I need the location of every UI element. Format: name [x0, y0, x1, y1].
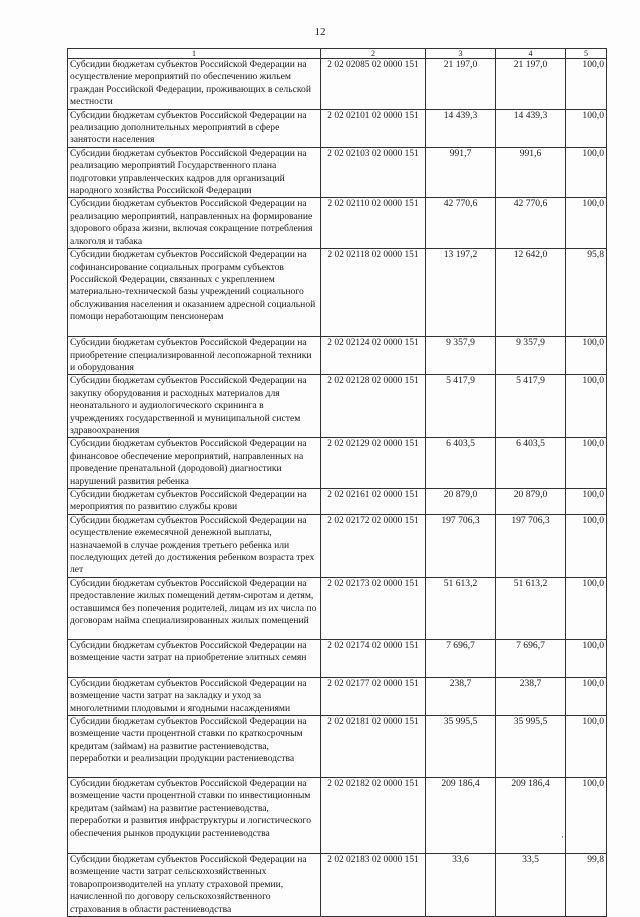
column-number: 4 [496, 49, 566, 59]
row-percent: 100,0 [566, 59, 607, 110]
row-budget-code: 2 02 02161 02 0000 151 [321, 488, 426, 514]
row-actual-amount: 9 357,9 [496, 337, 566, 375]
row-budget-code: 2 02 02124 02 0000 151 [321, 337, 426, 375]
table-row [68, 337, 607, 375]
table-row [68, 249, 607, 337]
row-budget-code: 2 02 02173 02 0000 151 [321, 577, 426, 639]
row-planned-amount: 20 879,0 [426, 488, 496, 514]
row-actual-amount: 197 706,3 [496, 514, 566, 577]
row-actual-amount: 991,6 [496, 147, 566, 198]
row-percent: 100,0 [566, 514, 607, 577]
row-budget-code: 2 02 02183 02 0000 151 [321, 854, 426, 917]
row-description: Субсидии бюджетам субъектов Российской Федерации на реализацию дополнительных мероприятий в сфере занятости населения [68, 109, 321, 147]
row-planned-amount: 51 613,2 [426, 577, 496, 639]
row-budget-code: 2 02 02118 02 0000 151 [321, 249, 426, 337]
row-budget-code: 2 02 02181 02 0000 151 [321, 716, 426, 778]
row-actual-amount: 20 879,0 [496, 488, 566, 514]
row-planned-amount: 9 357,9 [426, 337, 496, 375]
row-planned-amount: 238,7 [426, 677, 496, 715]
column-number: 3 [426, 49, 496, 59]
row-description: Субсидии бюджетам субъектов Российской Федерации на приобретение специализированной лесопожарной техники и оборудования [68, 337, 321, 375]
row-budget-code: 2 02 02101 02 0000 151 [321, 109, 426, 147]
column-number-row [68, 49, 607, 59]
row-description: Субсидии бюджетам субъектов Российской Федерации на реализацию мероприятий, направленных на формирование здорового образа жизни, включая сокращение потребления алкоголя и табака [68, 198, 321, 249]
table-row [68, 577, 607, 639]
row-planned-amount: 6 403,5 [426, 438, 496, 489]
table-row [68, 716, 607, 778]
row-percent: 100,0 [566, 438, 607, 489]
row-actual-amount: 35 995,5 [496, 716, 566, 778]
row-description: Субсидии бюджетам субъектов Российской Федерации на возмещение части затрат на приобретение элитных семян [68, 639, 321, 677]
row-description: Субсидии бюджетам субъектов Российской Федерации на осуществление ежемесячной денежной выплаты, назначаемой в случае рождения третьего ребенка или последующих детей до достижения ребенком возраста трех лет [68, 514, 321, 577]
table-row [68, 639, 607, 677]
row-percent: 100,0 [566, 147, 607, 198]
table-row [68, 514, 607, 577]
row-actual-amount: 209 186,4 [496, 778, 566, 854]
table-row [68, 438, 607, 489]
row-percent: 100,0 [566, 639, 607, 677]
row-actual-amount: 14 439,3 [496, 109, 566, 147]
column-number: 1 [68, 49, 321, 59]
row-percent: 100,0 [566, 716, 607, 778]
row-actual-amount: 6 403,5 [496, 438, 566, 489]
row-actual-amount: 238,7 [496, 677, 566, 715]
row-description: Субсидии бюджетам субъектов Российской Федерации на предоставление жилых помещений детям-сиротам и детям, оставшимся без попечения родителей, лицам из их числа по договорам найма специализированных жилых помещений [68, 577, 321, 639]
row-percent: 99,8 [566, 854, 607, 917]
table-row [68, 198, 607, 249]
row-budget-code: 2 02 02085 02 0000 151 [321, 59, 426, 110]
row-budget-code: 2 02 02174 02 0000 151 [321, 639, 426, 677]
row-planned-amount: 42 770,6 [426, 198, 496, 249]
row-description: Субсидии бюджетам субъектов Российской Федерации на возмещение части процентной ставки по инвестиционным кредитам (займам) на развитие растениеводства, переработки и развития инфраструктуры и логистического обеспечения рынков продукции растениеводства [68, 778, 321, 854]
row-actual-amount: 33,5 [496, 854, 566, 917]
row-actual-amount: 42 770,6 [496, 198, 566, 249]
row-actual-amount: 51 613,2 [496, 577, 566, 639]
row-planned-amount: 209 186,4 [426, 778, 496, 854]
row-percent: 95,8 [566, 249, 607, 337]
column-number: 2 [321, 49, 426, 59]
table-row [68, 375, 607, 438]
table-row [68, 778, 607, 854]
row-percent: 100,0 [566, 677, 607, 715]
row-description: Субсидии бюджетам субъектов Российской Федерации на софинансирование социальных программ субъектов Российской Федерации, связанных с укреплением материально-технической базы учреждений социального обслуживания населения и оказанием адресной социальной помощи неработающим пенсионерам [68, 249, 321, 337]
page-number: 12 [314, 26, 326, 38]
row-planned-amount: 197 706,3 [426, 514, 496, 577]
column-number: 5 [566, 49, 607, 59]
row-budget-code: 2 02 02110 02 0000 151 [321, 198, 426, 249]
row-budget-code: 2 02 02177 02 0000 151 [321, 677, 426, 715]
row-actual-amount: 12 642,0 [496, 249, 566, 337]
row-percent: 100,0 [566, 337, 607, 375]
table-row [68, 488, 607, 514]
row-description: Субсидии бюджетам субъектов Российской Федерации на возмещение части затрат сельскохозяйственных товаропроизводителей на уплату страховой премии, начисленной по договору сельскохозяйственного страхования в области растениеводства [68, 854, 321, 917]
row-planned-amount: 991,7 [426, 147, 496, 198]
scan-mark: · [561, 832, 564, 842]
row-description: Субсидии бюджетам субъектов Российской Федерации на реализацию мероприятий Государственного плана подготовки управленческих кадров для организаций народного хозяйства Российской Федерации [68, 147, 321, 198]
row-budget-code: 2 02 02172 02 0000 151 [321, 514, 426, 577]
row-description: Субсидии бюджетам субъектов Российской Федерации на возмещение части затрат на закладку и уход за многолетними плодовыми и ягодными насаждениями [68, 677, 321, 715]
table-row [68, 109, 607, 147]
row-planned-amount: 5 417,9 [426, 375, 496, 438]
budget-table [67, 48, 607, 917]
row-percent: 100,0 [566, 778, 607, 854]
row-description: Субсидии бюджетам субъектов Российской Федерации на мероприятия по развитию службы крови [68, 488, 321, 514]
row-planned-amount: 14 439,3 [426, 109, 496, 147]
row-percent: 100,0 [566, 375, 607, 438]
row-planned-amount: 33,6 [426, 854, 496, 917]
row-percent: 100,0 [566, 488, 607, 514]
row-description: Субсидии бюджетам субъектов Российской Федерации на закупку оборудования и расходных материалов для неонатального и аудиологического скрининга в учреждениях государственной и муниципальной систем здравоохранения [68, 375, 321, 438]
row-description: Субсидии бюджетам субъектов Российской Федерации на возмещение части процентной ставки по краткосрочным кредитам (займам) на развитие растениеводства, переработки и реализации продукции растениеводства [68, 716, 321, 778]
table-row [68, 59, 607, 110]
table-row [68, 677, 607, 715]
row-budget-code: 2 02 02182 02 0000 151 [321, 778, 426, 854]
row-budget-code: 2 02 02103 02 0000 151 [321, 147, 426, 198]
row-planned-amount: 7 696,7 [426, 639, 496, 677]
row-planned-amount: 21 197,0 [426, 59, 496, 110]
row-percent: 100,0 [566, 577, 607, 639]
row-actual-amount: 5 417,9 [496, 375, 566, 438]
row-description: Субсидии бюджетам субъектов Российской Федерации на финансовое обеспечение мероприятий, направленных на проведение пренатальной (дородовой) диагностики нарушений развития ребенка [68, 438, 321, 489]
row-percent: 100,0 [566, 109, 607, 147]
row-percent: 100,0 [566, 198, 607, 249]
row-budget-code: 2 02 02129 02 0000 151 [321, 438, 426, 489]
table-row [68, 147, 607, 198]
row-actual-amount: 21 197,0 [496, 59, 566, 110]
row-planned-amount: 13 197,2 [426, 249, 496, 337]
table-row [68, 854, 607, 917]
row-actual-amount: 7 696,7 [496, 639, 566, 677]
row-budget-code: 2 02 02128 02 0000 151 [321, 375, 426, 438]
row-description: Субсидии бюджетам субъектов Российской Федерации на осуществление мероприятий по обеспечению жильем граждан Российской Федерации, проживающих в сельской местности [68, 59, 321, 110]
row-planned-amount: 35 995,5 [426, 716, 496, 778]
